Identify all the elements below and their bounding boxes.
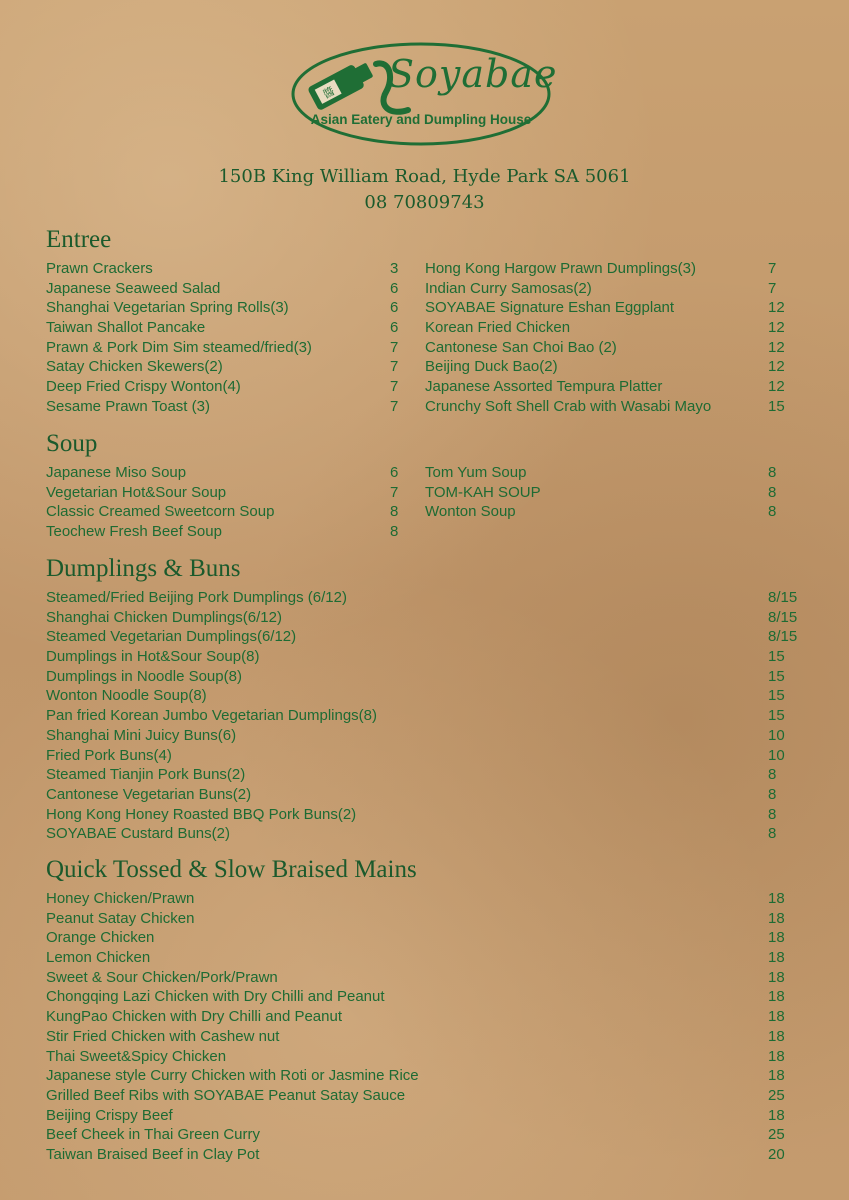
menu-item: [46, 522, 406, 542]
address-line: 150B King William Road, Hyde Park SA 5061: [218, 166, 631, 187]
menu-item-price: 7: [390, 338, 399, 356]
menu-item-name: Sweet & Sour Chicken/Pork/Prawn: [46, 968, 278, 986]
menu-item: [425, 318, 805, 338]
menu-item-price: 8: [768, 766, 777, 784]
soup-right-column: [425, 463, 805, 522]
menu-item: [46, 397, 406, 417]
menu-item: [425, 259, 805, 279]
menu-item-price: 8: [390, 523, 399, 541]
menu-item: [425, 279, 805, 299]
entree-left-column: [46, 259, 406, 417]
menu-item: [46, 765, 806, 785]
menu-item: [46, 1086, 806, 1106]
menu-item-price: 25: [768, 1086, 785, 1104]
menu-item: [46, 785, 806, 805]
menu-item: [46, 1125, 806, 1145]
menu-item-name: Orange Chicken: [46, 929, 155, 947]
menu-item: [46, 1106, 806, 1126]
menu-item-price: 8/15: [768, 589, 798, 606]
menu-item-name: Thai Sweet&Spicy Chicken: [46, 1047, 227, 1065]
menu-item: [46, 987, 806, 1007]
menu-item-name: Teochew Fresh Beef Soup: [46, 523, 222, 541]
menu-item: [46, 1007, 806, 1027]
menu-item-name: Wonton Soup: [425, 503, 516, 521]
menu-item: [425, 298, 805, 318]
soup-left-column: [46, 463, 406, 542]
menu-item-name: Japanese style Curry Chicken with Roti or Jasmine Rice: [46, 1067, 419, 1085]
menu-item: [46, 377, 406, 397]
menu-item-price: 18: [768, 890, 785, 907]
menu-item-price: 20: [768, 1145, 785, 1163]
menu-item-name: Sesame Prawn Toast (3): [46, 397, 210, 415]
menu-item: [46, 686, 806, 706]
menu-item: [46, 588, 806, 608]
svg-text:醬: 醬: [320, 84, 337, 102]
menu-item-name: Beijing Crispy Beef: [46, 1106, 173, 1124]
menu-item: [46, 608, 806, 628]
menu-item-name: SOYABAE Custard Buns(2): [46, 825, 230, 843]
menu-item: [46, 647, 806, 667]
menu-item-price: 18: [768, 988, 785, 1006]
menu-item-name: Japanese Assorted Tempura Platter: [425, 378, 663, 396]
menu-item-price: 7: [390, 397, 399, 415]
menu-item-price: 25: [768, 1126, 785, 1144]
menu-item-name: Steamed Tianjin Pork Buns(2): [46, 766, 246, 784]
menu-item-price: 8: [768, 464, 777, 481]
menu-item-name: Crunchy Soft Shell Crab with Wasabi Mayo: [425, 397, 712, 415]
menu-item-price: 15: [768, 707, 785, 725]
menu-item-price: 12: [768, 299, 785, 317]
menu-item: [425, 483, 805, 503]
menu-item-price: 8/15: [768, 608, 798, 626]
menu-item-price: 18: [768, 1067, 785, 1085]
menu-item-name: Lemon Chicken: [46, 949, 151, 967]
menu-item-name: KungPao Chicken with Dry Chilli and Peanut: [46, 1008, 342, 1026]
menu-item: [46, 1066, 806, 1086]
menu-item-name: SOYABAE Signature Eshan Eggplant: [425, 299, 675, 317]
menu-item-name: Fried Pork Buns(4): [46, 746, 172, 764]
menu-item-name: Grilled Beef Ribs with SOYABAE Peanut Satay Sauce: [46, 1086, 406, 1104]
menu-item: [46, 259, 406, 279]
menu-item-price: 8/15: [768, 628, 798, 646]
menu-item-name: TOM-KAH SOUP: [425, 483, 541, 501]
dumplings-list: [46, 588, 806, 844]
menu-item: [46, 463, 406, 483]
menu-item: [46, 298, 406, 318]
menu-item-price: 8: [768, 483, 777, 501]
menu-item-price: 10: [768, 726, 785, 744]
section-title-dumplings: Dumplings & Buns: [46, 555, 241, 582]
section-title-mains: Quick Tossed & Slow Braised Mains: [46, 856, 417, 883]
menu-item-price: 10: [768, 746, 785, 764]
menu-item-name: Stir Fried Chicken with Cashew nut: [46, 1027, 280, 1045]
menu-item-price: 6: [390, 279, 399, 297]
menu-item: [46, 726, 806, 746]
menu-item: [46, 318, 406, 338]
menu-item-name: Cantonese San Choi Bao (2): [425, 338, 617, 356]
menu-item-price: 18: [768, 929, 785, 947]
section-title-soup: Soup: [46, 430, 98, 457]
menu-item-name: Hong Kong Honey Roasted BBQ Pork Buns(2): [46, 805, 357, 823]
menu-item-price: 6: [390, 299, 399, 317]
menu-item-price: 15: [768, 648, 785, 666]
menu-item-price: 7: [390, 358, 399, 376]
menu-item-name: Pan fried Korean Jumbo Vegetarian Dumplings(8): [46, 707, 378, 725]
menu-item-name: Prawn Crackers: [46, 260, 153, 277]
menu-item-name: Chongqing Lazi Chicken with Dry Chilli and Peanut: [46, 988, 385, 1006]
brand-logo: [290, 40, 558, 152]
menu-item: [425, 463, 805, 483]
menu-item-price: 12: [768, 358, 785, 376]
menu-item: [46, 483, 406, 503]
brand-name: Soyabae: [388, 52, 558, 96]
menu-item: [46, 948, 806, 968]
menu-item: [46, 824, 806, 844]
menu-item-name: Honey Chicken/Prawn: [46, 890, 195, 907]
menu-item-price: 7: [768, 260, 777, 277]
menu-item: [46, 1145, 806, 1165]
menu-item-price: 18: [768, 909, 785, 927]
menu-item: [425, 357, 805, 377]
menu-item: [46, 1047, 806, 1067]
menu-item-price: 8: [768, 805, 777, 823]
menu-item: [425, 338, 805, 358]
menu-item-name: Shanghai Mini Juicy Buns(6): [46, 726, 237, 744]
menu-item-price: 6: [390, 319, 399, 337]
menu-item-price: 12: [768, 319, 785, 337]
menu-item-price: 15: [768, 687, 785, 705]
section-title-entree: Entree: [46, 226, 112, 253]
menu-item-price: 15: [768, 667, 785, 685]
menu-item: [425, 377, 805, 397]
menu-item-price: 8: [768, 785, 777, 803]
entree-right-column: [425, 259, 805, 417]
menu-item-name: Beef Cheek in Thai Green Curry: [46, 1126, 260, 1144]
menu-item-name: Dumplings in Hot&Sour Soup(8): [46, 648, 260, 666]
menu-item-price: 8: [768, 825, 777, 843]
menu-item: [46, 706, 806, 726]
menu-item-name: Tom Yum Soup: [425, 464, 527, 481]
menu-item: [46, 805, 806, 825]
menu-item-price: 7: [390, 483, 399, 501]
menu-item-price: 18: [768, 1027, 785, 1045]
menu-item-price: 18: [768, 1106, 785, 1124]
menu-item-price: 18: [768, 1008, 785, 1026]
mains-list: [46, 889, 806, 1165]
menu-item: [46, 667, 806, 687]
menu-item-name: Taiwan Shallot Pancake: [46, 319, 206, 337]
menu-item-name: Steamed Vegetarian Dumplings(6/12): [46, 628, 297, 646]
menu-item-price: 7: [390, 378, 399, 396]
menu-item: [46, 889, 806, 909]
menu-item-name: Prawn & Pork Dim Sim steamed/fried(3): [46, 338, 312, 356]
menu-item-price: 18: [768, 1047, 785, 1065]
menu-item-name: Classic Creamed Sweetcorn Soup: [46, 503, 275, 521]
phone-number: 08 70809743: [364, 192, 485, 213]
menu-item-name: Shanghai Chicken Dumplings(6/12): [46, 608, 282, 626]
menu-item-name: Vegetarian Hot&Sour Soup: [46, 483, 227, 501]
menu-item-name: Peanut Satay Chicken: [46, 909, 195, 927]
menu-item: [425, 502, 805, 522]
brand-tagline: Asian Eatery and Dumpling House: [310, 112, 532, 127]
menu-item: [46, 746, 806, 766]
menu-item-price: 12: [768, 378, 785, 396]
menu-item-name: Cantonese Vegetarian Buns(2): [46, 785, 252, 803]
menu-item-name: Dumplings in Noodle Soup(8): [46, 667, 242, 685]
menu-item-price: 12: [768, 338, 785, 356]
menu-item: [46, 1027, 806, 1047]
menu-item: [46, 928, 806, 948]
menu-item-price: 7: [768, 279, 777, 297]
menu-item-name: Korean Fried Chicken: [425, 319, 571, 337]
menu-item-name: Japanese Seaweed Salad: [46, 279, 221, 297]
menu-item-name: Satay Chicken Skewers(2): [46, 358, 223, 376]
menu-item-price: 6: [390, 464, 399, 481]
menu-item: [46, 357, 406, 377]
menu-item: [46, 279, 406, 299]
menu-item: [46, 502, 406, 522]
menu-item: [425, 397, 805, 417]
menu-item: [46, 968, 806, 988]
menu-item: [46, 909, 806, 929]
menu-item: [46, 627, 806, 647]
menu-item-price: 18: [768, 968, 785, 986]
menu-item-name: Deep Fried Crispy Wonton(4): [46, 378, 241, 396]
menu-item-name: Taiwan Braised Beef in Clay Pot: [46, 1145, 260, 1163]
menu-item: [46, 338, 406, 358]
menu-item-price: 3: [390, 260, 399, 277]
menu-item-price: 8: [768, 503, 777, 521]
menu-item-name: Shanghai Vegetarian Spring Rolls(3): [46, 299, 289, 317]
menu-item-price: 8: [390, 503, 399, 521]
menu-item-price: 18: [768, 949, 785, 967]
menu-item-price: 15: [768, 397, 785, 415]
menu-item-name: Japanese Miso Soup: [46, 464, 187, 481]
menu-item-name: Steamed/Fried Beijing Pork Dumplings (6/12): [46, 589, 347, 606]
menu-item-name: Wonton Noodle Soup(8): [46, 687, 207, 705]
contact-block: [0, 164, 849, 216]
menu-item-name: Indian Curry Samosas(2): [425, 279, 592, 297]
menu-item-name: Beijing Duck Bao(2): [425, 358, 558, 376]
menu-item-name: Hong Kong Hargow Prawn Dumplings(3): [425, 260, 696, 277]
